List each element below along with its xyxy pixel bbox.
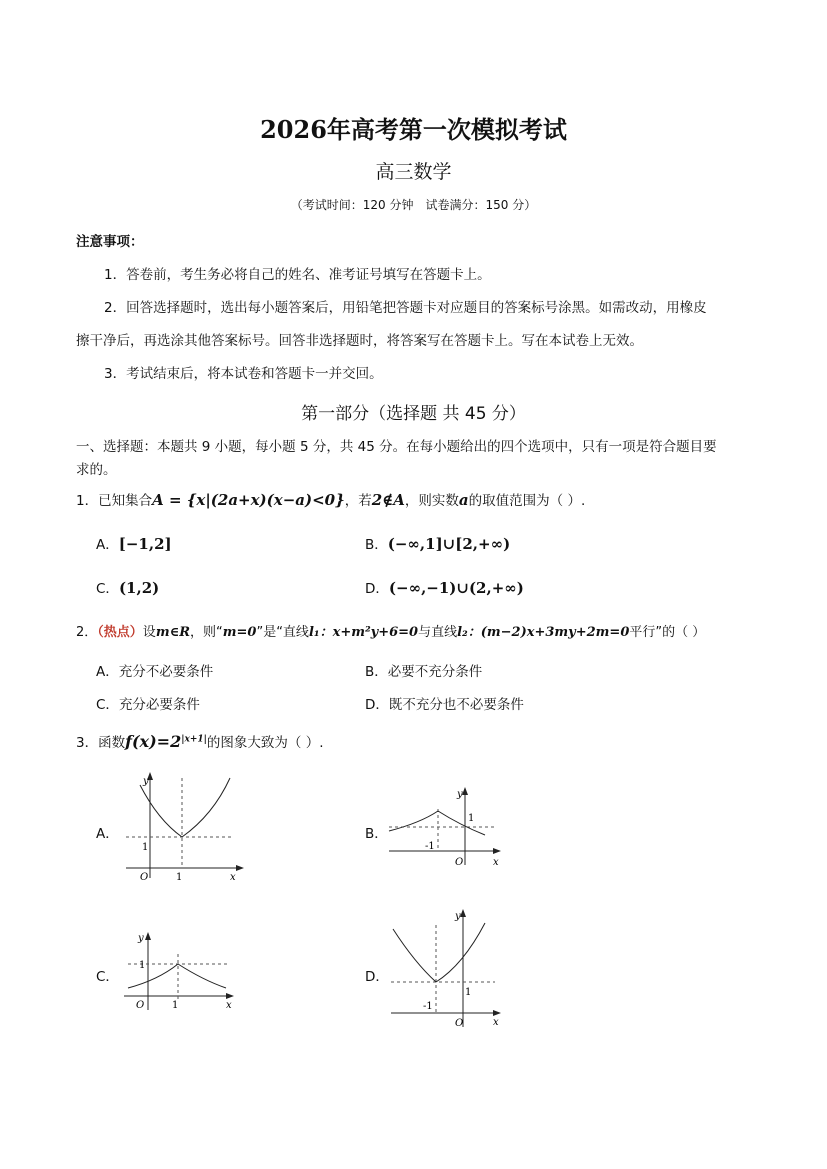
- y-label: y: [455, 911, 461, 922]
- q1-option-d[interactable]: D．(−∞,−1)∪(2,+∞): [365, 579, 524, 597]
- question-1: [76, 489, 585, 509]
- exam-title: 2026年高考第一次模拟考试: [260, 115, 567, 144]
- q2-line-l1: l₁：x+m²y+6=0: [308, 625, 419, 640]
- curve-left: [128, 964, 178, 988]
- q2-option-b[interactable]: B．必要不充分条件: [365, 664, 483, 680]
- q2-option-d[interactable]: D．既不充分也不必要条件: [365, 697, 524, 713]
- q2-hot-tag: （热点）: [97, 625, 143, 640]
- note-item-3: 3．考试结束后，将本试卷和答题卡一并交回。: [104, 366, 383, 382]
- tick-1-y: 1: [468, 813, 475, 824]
- q3-graph-b: [385, 785, 515, 870]
- q1-option-c[interactable]: C．(1,2): [96, 579, 160, 597]
- part1-heading: 第一部分（选择题 共 45 分）: [301, 404, 526, 424]
- question-3: 3．函数$f(x)=2^{|x+1|}$的图象大致为（ ）.: [76, 732, 324, 751]
- q3-graph-d: [385, 905, 510, 1030]
- q1-option-b[interactable]: B．(−∞,1]∪[2,+∞): [365, 535, 511, 553]
- q1-cond: 2∉A: [371, 491, 405, 509]
- y-axis-arrow: [462, 787, 468, 795]
- q2-cond: m=0: [222, 625, 257, 640]
- q2-number: 2．: [76, 625, 98, 640]
- time-info: （考试时间：120 分钟 试卷满分：150 分）: [290, 198, 537, 212]
- tick-1-y: 1: [142, 842, 149, 853]
- q1-set-expr: A = {x|(2a+x)(x−a)<0}: [152, 491, 345, 509]
- note-item-2-line1: 2．回答选择题时，选出每小题答案后，用铅笔把答题卡对应题目的答案标号涂黑。如需改动，用橡皮: [104, 300, 707, 316]
- q3-graph-c: [118, 928, 243, 1013]
- tick-1-y: 1: [139, 960, 146, 971]
- curve-right: [436, 923, 485, 982]
- q3-option-a-label[interactable]: A．: [96, 826, 119, 842]
- curve-left: [389, 811, 438, 831]
- tick-neg1-x: -1: [423, 1001, 433, 1012]
- y-label: y: [143, 776, 149, 787]
- curve-right: [178, 964, 226, 988]
- curve-left: [140, 785, 182, 837]
- note-item-1: 1．答卷前，考生务必将自己的姓名、准考证号填写在答题卡上。: [104, 267, 491, 283]
- q3-exponent: |x+1|: [181, 734, 207, 745]
- q1-var: a: [458, 491, 469, 509]
- q2-option-a[interactable]: A．充分不必要条件: [96, 664, 214, 680]
- tick-neg1-x: -1: [425, 841, 435, 852]
- x-axis-arrow: [236, 865, 244, 871]
- origin-label: O: [455, 857, 464, 868]
- q3-option-b-label[interactable]: B．: [365, 826, 388, 842]
- x-label: x: [493, 1017, 499, 1028]
- subject-title: 高三数学: [375, 161, 452, 183]
- q1-option-a[interactable]: A．[−1,2]: [96, 535, 172, 553]
- q3-option-c-label[interactable]: C．: [96, 969, 119, 985]
- x-label: x: [493, 857, 499, 868]
- curve-right: [438, 811, 485, 835]
- y-axis-arrow: [145, 932, 151, 940]
- q1-post: ，则实数: [404, 493, 459, 509]
- y-label: y: [138, 933, 144, 944]
- notes-heading: 注意事项：: [76, 234, 144, 250]
- origin-label: O: [140, 872, 149, 883]
- curve-right: [182, 778, 230, 837]
- q2-line-l2: l₂：(m−2)x+3my+2m=0: [457, 625, 630, 640]
- question-2: 2．（热点）设m∈R，则“m=0”是“直线l₁：x+m²y+6=0与直线l₂：(m−2)x+3my+2m=0平行”的（ ）: [76, 625, 706, 640]
- tick-1-x: 1: [172, 1000, 179, 1011]
- q3-number: 3．: [76, 735, 99, 751]
- q2-option-c[interactable]: C．充分必要条件: [96, 697, 200, 713]
- q3-graph-a: [118, 770, 248, 890]
- note-item-2-line2: 擦干净后，再选涂其他答案标号。回答非选择题时，将答案写在答题卡上。写在本试卷上无效。: [76, 333, 643, 349]
- x-axis-arrow: [226, 993, 234, 999]
- curve-left: [393, 929, 436, 982]
- q1-tail: 的取值范围为（ ）.: [468, 493, 586, 509]
- origin-label: O: [136, 1000, 145, 1011]
- tick-1-y: 1: [465, 987, 472, 998]
- part1-instr-line1: 一、选择题：本题共 9 小题，每小题 5 分，共 45 分。在每小题给出的四个选项中，只有一项是符合题目要: [76, 439, 717, 455]
- q1-number: 1．: [76, 493, 99, 509]
- q3-option-d-label[interactable]: D．: [365, 969, 389, 985]
- part1-instr-line2: 求的。: [76, 462, 117, 478]
- x-label: x: [226, 1000, 232, 1011]
- x-label: x: [230, 872, 236, 883]
- q1-pre: 已知集合: [98, 493, 153, 509]
- x-axis-arrow: [493, 848, 501, 854]
- x-axis-arrow: [493, 1010, 501, 1016]
- q3-func: f(x)=2: [125, 732, 182, 751]
- y-label: y: [457, 789, 463, 800]
- q1-mid: ，若: [344, 493, 372, 509]
- tick-1-x: 1: [176, 872, 183, 883]
- y-axis-arrow: [460, 909, 466, 917]
- origin-label: O: [455, 1018, 464, 1029]
- q2-m-in-r: m∈R: [155, 625, 190, 640]
